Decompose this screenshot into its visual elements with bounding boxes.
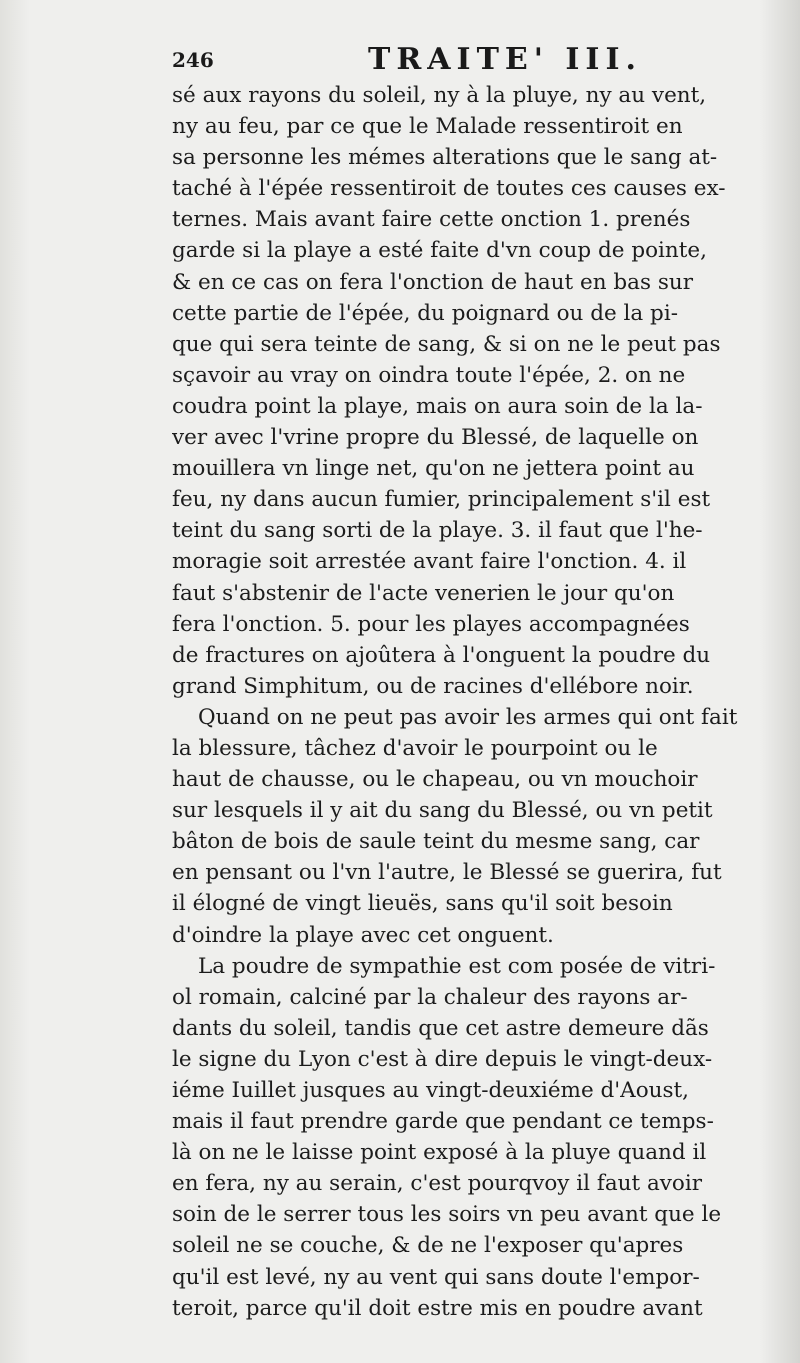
text-line: ternes. Mais avant faire cette onction 1. prenés <box>172 207 691 233</box>
text-line: le signe du Lyon c'est à dire depuis le vingt-deux- <box>172 1046 713 1072</box>
page-number: 246 <box>172 48 214 72</box>
text-line: feu, ny dans aucun fumier, principalement s'il est <box>172 487 711 513</box>
text-line: mais il faut prendre garde que pendant ce temps- <box>172 1109 714 1135</box>
text-line: la blessure, tâchez d'avoir le pourpoint ou le <box>172 735 658 761</box>
text-line: faut s'abstenir de l'acte venerien le jour qu'on <box>172 580 675 606</box>
body-text <box>172 80 768 1324</box>
text-line: sur lesquels il y ait du sang du Blessé, ou vn petit <box>172 798 713 824</box>
text-line: sé aux rayons du soleil, ny à la pluye, ny au vent, <box>172 83 707 108</box>
text-line: d'oindre la playe avec cet onguent. <box>172 922 554 948</box>
text-line: sa personne les mémes alterations que le sang at- <box>172 145 718 171</box>
text-line: qu'il est levé, ny au vent qui sans doute l'empor- <box>172 1264 700 1290</box>
text-line: moragie soit arrestée avant faire l'onction. 4. il <box>172 549 687 575</box>
text-line: dants du soleil, tandis que cet astre demeure dãs <box>172 1015 709 1041</box>
text-line: mouillera vn linge net, qu'on ne jettera point au <box>172 456 695 482</box>
running-title: TRAITE' III. <box>368 42 642 77</box>
text-line: en pensant ou l'vn l'autre, le Blessé se guerira, fut <box>172 860 722 886</box>
text-line: coudra point la playe, mais on aura soin de la la- <box>172 393 703 419</box>
text-line: iéme Iuillet jusques au vingt-deuxiéme d'Aoust, <box>172 1078 689 1103</box>
page-gutter-shadow <box>0 0 30 1363</box>
text-line: sçavoir au vray on oindra toute l'épée, 2. on ne <box>172 362 686 388</box>
text-line: teint du sang sorti de la playe. 3. il faut que l'he- <box>172 518 703 544</box>
text-line: & en ce cas on fera l'onction de haut en bas sur <box>172 269 694 295</box>
text-line: ol romain, calciné par la chaleur des rayons ar- <box>172 984 688 1010</box>
text-line: La poudre de sympathie est com posée de vitri- <box>198 953 716 979</box>
text-line: Quand on ne peut pas avoir les armes qui ont fait <box>198 704 738 730</box>
text-line: bâton de bois de saule teint du mesme sang, car <box>172 829 700 855</box>
text-line: fera l'onction. 5. pour les playes accompagnées <box>172 611 690 637</box>
text-line: en fera, ny au serain, c'est pourqvoy il faut avoir <box>172 1171 703 1197</box>
text-line: que qui sera teinte de sang, & si on ne le peut pas <box>172 331 721 357</box>
page-header <box>172 42 772 82</box>
text-line: cette partie de l'épée, du poignard ou de la pi- <box>172 300 678 326</box>
text-line: ver avec l'vrine propre du Blessé, de laquelle on <box>172 425 699 451</box>
text-line: là on ne le laisse point exposé à la pluye quand il <box>172 1140 707 1166</box>
text-line: teroit, parce qu'il doit estre mis en poudre avant <box>172 1295 703 1321</box>
text-line: de fractures on ajoûtera à l'onguent la poudre du <box>172 642 711 668</box>
text-line: il élogné de vingt lieuës, sans qu'il soit besoin <box>172 891 673 917</box>
text-line: grand Simphitum, ou de racines d'ellébore noir. <box>172 673 694 699</box>
text-line: taché à l'épée ressentiroit de toutes ces causes ex- <box>172 176 726 202</box>
text-line: soin de le serrer tous les soirs vn peu avant que le <box>172 1202 722 1228</box>
text-line: soleil ne se couche, & de ne l'exposer qu'apres <box>172 1233 684 1259</box>
text-line: ny au feu, par ce que le Malade ressentiroit en <box>172 114 683 140</box>
text-line: haut de chausse, ou le chapeau, ou vn mouchoir <box>172 767 698 793</box>
text-line: garde si la playe a esté faite d'vn coup de pointe, <box>172 238 707 264</box>
